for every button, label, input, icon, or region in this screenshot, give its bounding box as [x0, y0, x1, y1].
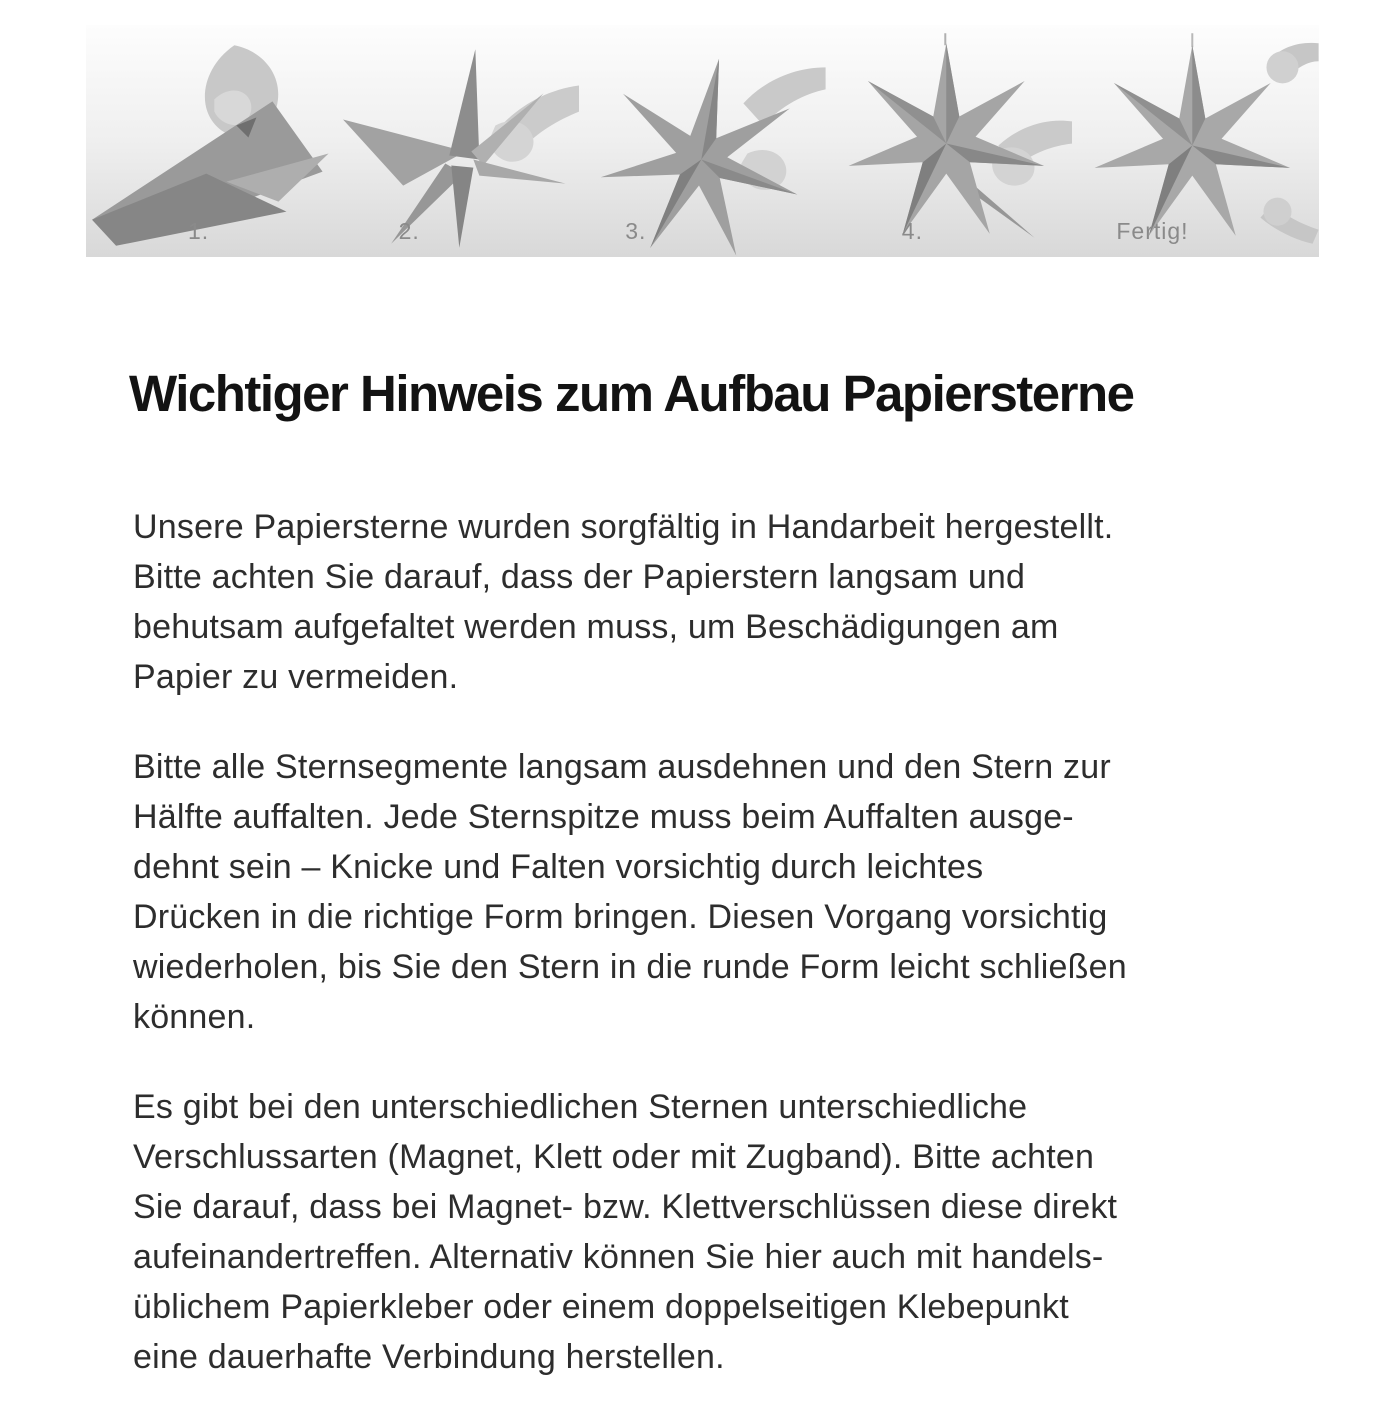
text-line: Verschlussarten (Magnet, Klett oder mit Zugband). Bitte achten [133, 1138, 1095, 1176]
text-line: Drücken in die richtige Form bringen. Diesen Vorgang vorsichtig [133, 898, 1108, 936]
almost-open-star-step-4-icon [826, 25, 1073, 257]
text-line: können. [133, 998, 256, 1036]
text-line: Unsere Papiersterne wurden sorgfältig in Handarbeit hergestellt. [133, 508, 1114, 546]
step-label: 3. [625, 218, 647, 244]
step-label: 2. [398, 218, 420, 244]
text-line: Bitte alle Sternsegmente langsam ausdehnen und den Stern zur [133, 748, 1111, 786]
step-photo-4 [826, 25, 1073, 257]
text-line: aufeinandertreffen. Alternativ können Sie hier auch mit handels- [133, 1238, 1104, 1276]
body-text [133, 502, 1127, 1422]
step-photo-3 [579, 25, 826, 257]
text-line: eine dauerhafte Verbindung herstellen. [133, 1338, 725, 1376]
paragraph-3 [133, 1082, 1127, 1382]
step-label: Fertig! [1116, 218, 1189, 244]
finished-star-icon [1072, 25, 1319, 257]
text-line: dehnt sein – Knicke und Falten vorsichtig durch leichtes [133, 848, 984, 886]
half-open-star-step-2-icon [333, 25, 580, 257]
text-line: Papier zu vermeiden. [133, 658, 459, 696]
text-line: Hälfte auffalten. Jede Sternspitze muss beim Auffalten ausge- [133, 798, 1074, 836]
text-line: wiederholen, bis Sie den Stern in die runde Form leicht schließen [133, 948, 1127, 986]
text-line: Bitte achten Sie darauf, dass der Papierstern langsam und [133, 558, 1026, 596]
page-title: Wichtiger Hinweis zum Aufbau Papiersterne [129, 365, 1134, 422]
opening-star-step-3-icon [579, 25, 826, 257]
step-photo-1 [86, 25, 333, 257]
text-line: Sie darauf, dass bei Magnet- bzw. Klettverschlüssen diese direkt [133, 1188, 1118, 1226]
step-photo-finished [1072, 25, 1319, 257]
assembly-steps-photo-strip [86, 25, 1319, 257]
paragraph-2 [133, 742, 1127, 1042]
text-line: behutsam aufgefaltet werden muss, um Beschädigungen am [133, 608, 1059, 646]
text-line: üblichem Papierkleber oder einem doppelseitigen Klebepunkt [133, 1288, 1069, 1326]
folded-star-step-1-icon [86, 25, 333, 257]
text-line: Es gibt bei den unterschiedlichen Sternen unterschiedliche [133, 1088, 1028, 1126]
step-photo-2 [333, 25, 580, 257]
step-label: 1. [188, 218, 210, 244]
step-label: 4. [901, 218, 923, 244]
paragraph-1 [133, 502, 1127, 702]
